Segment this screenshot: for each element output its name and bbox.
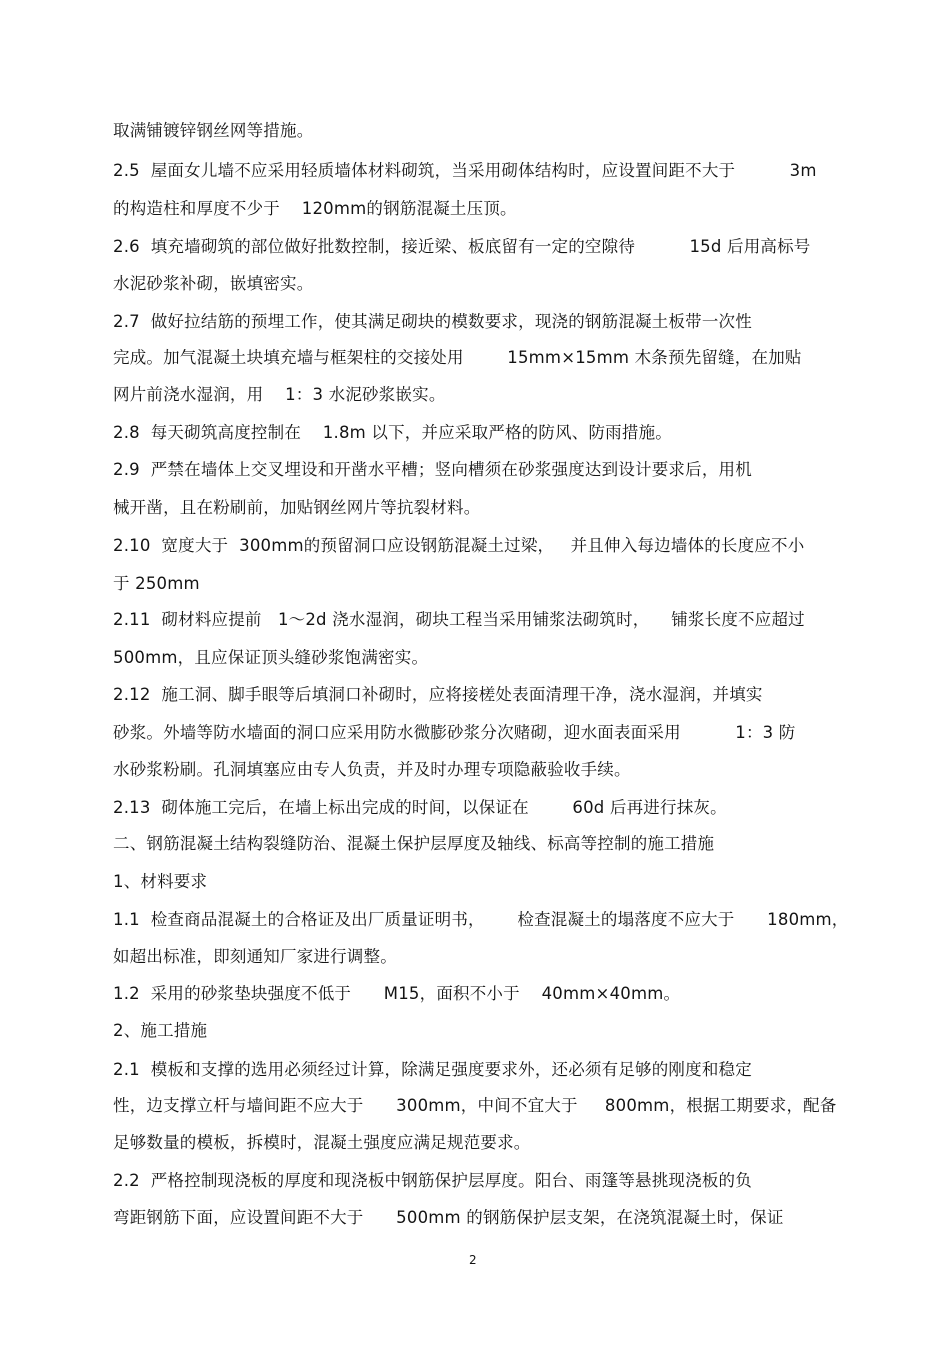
page-number: 2 — [469, 1253, 477, 1267]
text-line: 网片前浇水湿润，用 1：3 水泥砂浆嵌实。 — [113, 385, 446, 404]
text-line: 完成。加气混凝土块填充墙与框架柱的交接处用 15mm×15mm 木条预先留缝，在加贴 — [113, 348, 802, 367]
text-line: 1.1 检查商品混凝土的合格证及出厂质量证明书， 检查混凝土的塌落度不应大于 180mm， — [113, 910, 849, 929]
text-line: 取满铺镀锌钢丝网等措施。 — [113, 121, 314, 140]
text-line: 1、材料要求 — [113, 872, 208, 891]
text-line: 2.6 填充墙砌筑的部位做好批数控制，接近梁、板底留有一定的空隙待 15d 后用高标号 — [113, 237, 811, 256]
text-line: 1.2 采用的砂浆垫块强度不低于 M15，面积不小于 40mm×40mm。 — [113, 984, 681, 1003]
text-line: 2.10 宽度大于 300mm的预留洞口应设钢筋混凝土过梁， 并且伸入每边墙体的长度应不小 — [113, 536, 805, 555]
text-line: 500mm，且应保证顶头缝砂浆饱满密实。 — [113, 648, 429, 667]
text-line: 2.12 施工洞、脚手眼等后填洞口补砌时，应将接槎处表面清理干净，浇水湿润，并填实 — [113, 685, 763, 704]
text-line: 2.7 做好拉结筋的预埋工作，使其满足砌块的模数要求，现浇的钢筋混凝土板带一次性 — [113, 312, 752, 331]
text-line: 2.11 砌材料应提前 1～2d 浇水湿润，砌块工程当采用铺浆法砌筑时， 铺浆长度不应超过 — [113, 610, 805, 629]
text-line: 弯距钢筋下面，应设置间距不大于 500mm 的钢筋保护层支架，在浇筑混凝土时，保证 — [113, 1208, 784, 1227]
text-line: 性，边支撑立杆与墙间距不应大于 300mm，中间不宜大于 800mm，根据工期要求，配备 — [113, 1096, 837, 1115]
text-line: 水泥砂浆补砌，嵌填密实。 — [113, 274, 314, 293]
text-line: 2.2 严格控制现浇板的厚度和现浇板中钢筋保护层厚度。阳台、雨篷等悬挑现浇板的负 — [113, 1171, 752, 1190]
text-line: 2、施工措施 — [113, 1021, 208, 1040]
text-line: 水砂浆粉刷。孔洞填塞应由专人负责，并及时办理专项隐蔽验收手续。 — [113, 760, 631, 779]
text-line: 2.9 严禁在墙体上交叉埋设和开凿水平槽；竖向槽须在砂浆强度达到设计要求后，用机 — [113, 460, 752, 479]
text-line: 2.8 每天砌筑高度控制在 1.8m 以下，并应采取严格的防风、防雨措施。 — [113, 423, 672, 442]
text-line: 的构造柱和厚度不少于 120mm的钢筋混凝土压顶。 — [113, 199, 517, 218]
text-line: 2.1 模板和支撑的选用必须经过计算，除满足强度要求外，还必须有足够的刚度和稳定 — [113, 1060, 752, 1079]
text-line: 如超出标准，即刻通知厂家进行调整。 — [113, 947, 397, 966]
text-line: 二、钢筋混凝土结构裂缝防治、混凝土保护层厚度及轴线、标高等控制的施工措施 — [113, 834, 715, 853]
text-line: 于 250mm — [113, 574, 200, 593]
text-line: 械开凿，且在粉刷前，加贴钢丝网片等抗裂材料。 — [113, 498, 481, 517]
text-line: 2.13 砌体施工完后，在墙上标出完成的时间，以保证在 60d 后再进行抹灰。 — [113, 798, 727, 817]
text-line: 足够数量的模板，拆模时，混凝土强度应满足规范要求。 — [113, 1133, 531, 1152]
text-line: 2.5 屋面女儿墙不应采用轻质墙体材料砌筑，当采用砌体结构时，应设置间距不大于 3m — [113, 161, 817, 180]
text-line: 砂浆。外墙等防水墙面的洞口应采用防水微膨砂浆分次赌砌，迎水面表面采用 1：3 防 — [113, 723, 796, 742]
